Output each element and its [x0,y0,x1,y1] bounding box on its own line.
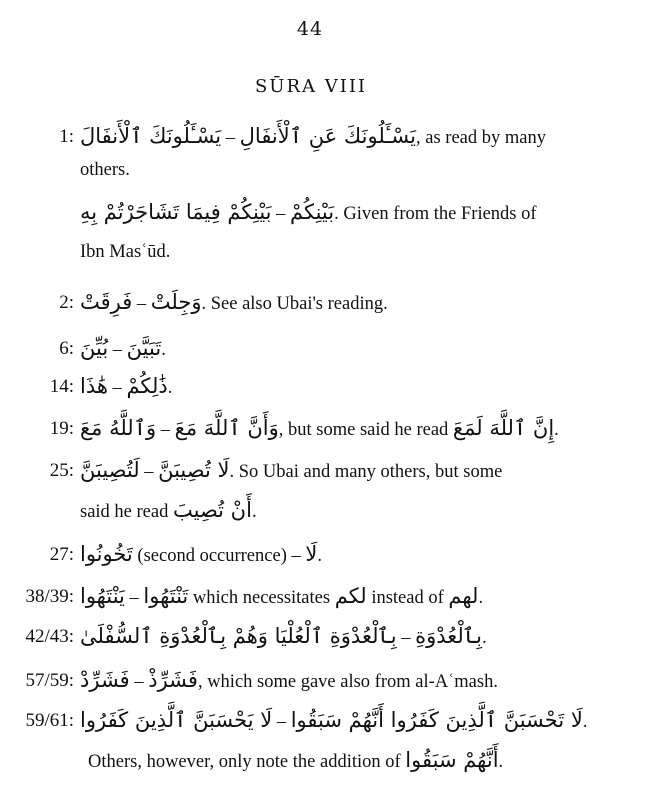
note-text: , as read by many [416,128,546,148]
verse-text [80,122,648,266]
arabic-reading: تَخُونُوا [80,542,133,566]
note-text: said he read [80,502,173,522]
verse-text [80,582,648,612]
verse-line [80,198,648,228]
separator: – [156,420,175,440]
arabic-reading: بُيِّنَ [80,336,109,360]
verse-text [80,622,648,652]
separator: – [132,294,151,314]
arabic-reading: تَنْتَهُوا [143,584,189,608]
arabic-reading: لهم [448,584,479,608]
verse-number: 19: [49,418,74,439]
verse-line [80,706,648,736]
note-text: instead of [366,588,449,608]
verse-number: 1: [59,126,74,147]
note-text: . [161,340,166,360]
page-number: 44 [296,18,324,40]
verse-line: others. [80,160,130,180]
verse-number: 59/61: [25,710,74,731]
sura-title: SŪRA VIII [254,76,368,97]
note-text: . Given from the Friends of [334,204,537,224]
note-text: , but some said he read [278,420,453,440]
verse-number: 25: [49,460,74,481]
note-text: . [498,752,504,772]
verse-number: 14: [49,376,74,397]
arabic-reading: وَأَنَّ ٱللَّهَ مَعَ [174,416,279,440]
arabic-reading: ذَٰلِكُمْ [126,374,168,398]
verse-number: 38/39: [25,586,74,607]
verse-line [80,496,648,526]
arabic-reading: فَرِقَتْ [80,290,133,314]
verse-line [80,746,648,776]
arabic-reading: لَا تَحْسَبَنَّ ٱلَّذِينَ كَفَرُوا أَنَّهُمْ سَبَقُوا [290,708,583,732]
arabic-reading: إِنَّ ٱللَّهَ لَمَعَ [452,416,555,440]
separator: – [272,712,291,732]
verse-text [80,414,648,444]
verse-text [80,540,648,570]
note-text: . [478,588,484,608]
separator: – [107,378,127,398]
note-text: . So Ubai and many others, but some [229,462,503,482]
arabic-reading: فَشَرِّدْ [80,668,130,692]
verse-number: 27: [49,544,74,565]
note-text: Others, however, only note the addition of [88,752,406,772]
arabic-reading: يَنْتَهُوا [80,584,125,608]
arabic-reading: أَنْ تُصِيبَ [172,498,252,522]
arabic-reading: بِٱلْعُدْوَةِ ٱلْعُلْيَا وَهُمْ بِٱلْعُدْوَةِ ٱلسُّفْلَىٰ [80,624,397,648]
arabic-reading: هَٰذَا [80,374,108,398]
verse-text [80,666,648,696]
separator: – [396,628,416,648]
separator: – [124,588,144,608]
separator: – [139,462,159,482]
note-text: . See also Ubai's reading. [201,294,388,314]
arabic-reading: بَيْنِكُمْ فِيمَا تَشَاجَرْتُمْ بِهِ [80,200,272,224]
arabic-reading: لكم [334,584,367,608]
note-text: which necessitates [188,588,335,608]
note-text: . [481,628,487,648]
verse-line: Ibn Masʿūd. [80,242,171,262]
verse-text [80,456,648,526]
separator: – [108,340,127,360]
verse-text [80,372,648,402]
note-text: . [582,712,588,732]
separator: – [129,672,149,692]
note-text: . [554,420,559,440]
verse-text [80,334,648,364]
arabic-reading: لَا [305,542,318,566]
arabic-reading: يَسْـَٔلُونَكَ ٱلْأَنفَالَ [80,124,222,148]
separator: – [221,128,240,148]
separator: – [271,204,291,224]
arabic-reading: تَبَيَّنَ [126,336,162,360]
arabic-reading: يَسْـَٔلُونَكَ عَنِ ٱلْأَنفَالِ [239,124,417,148]
arabic-reading: وَٱللَّهُ مَعَ [80,416,157,440]
note-text: . [251,502,257,522]
note-text: , which some gave also from al-Aʿmash. [197,672,498,692]
note-text: (second occurrence) – [132,546,306,566]
arabic-reading: أَنَّهُمْ سَبَقُوا [405,748,499,772]
arabic-reading: لَا تُصِيبَنَّ [158,458,230,482]
arabic-reading: فَشَرِّذْ [148,668,198,692]
verse-line [80,456,648,486]
note-text: . [317,546,322,566]
arabic-reading: لَا يَحْسَبَنَّ ٱلَّذِينَ كَفَرُوا [80,708,273,732]
arabic-reading: بِٱلْعُدْوَةِ [415,624,482,648]
verse-text [80,706,648,776]
verse-text [80,288,648,318]
arabic-reading: وَجِلَتْ [150,290,202,314]
note-text: . [167,378,173,398]
arabic-reading: بَيْنِكُمْ [290,200,335,224]
verse-number: 42/43: [25,626,74,647]
verse-line [80,122,648,152]
verse-number: 6: [59,338,74,359]
verse-number: 2: [59,292,74,313]
verse-number: 57/59: [25,670,74,691]
arabic-reading: لَتُصِيبَنَّ [80,458,140,482]
